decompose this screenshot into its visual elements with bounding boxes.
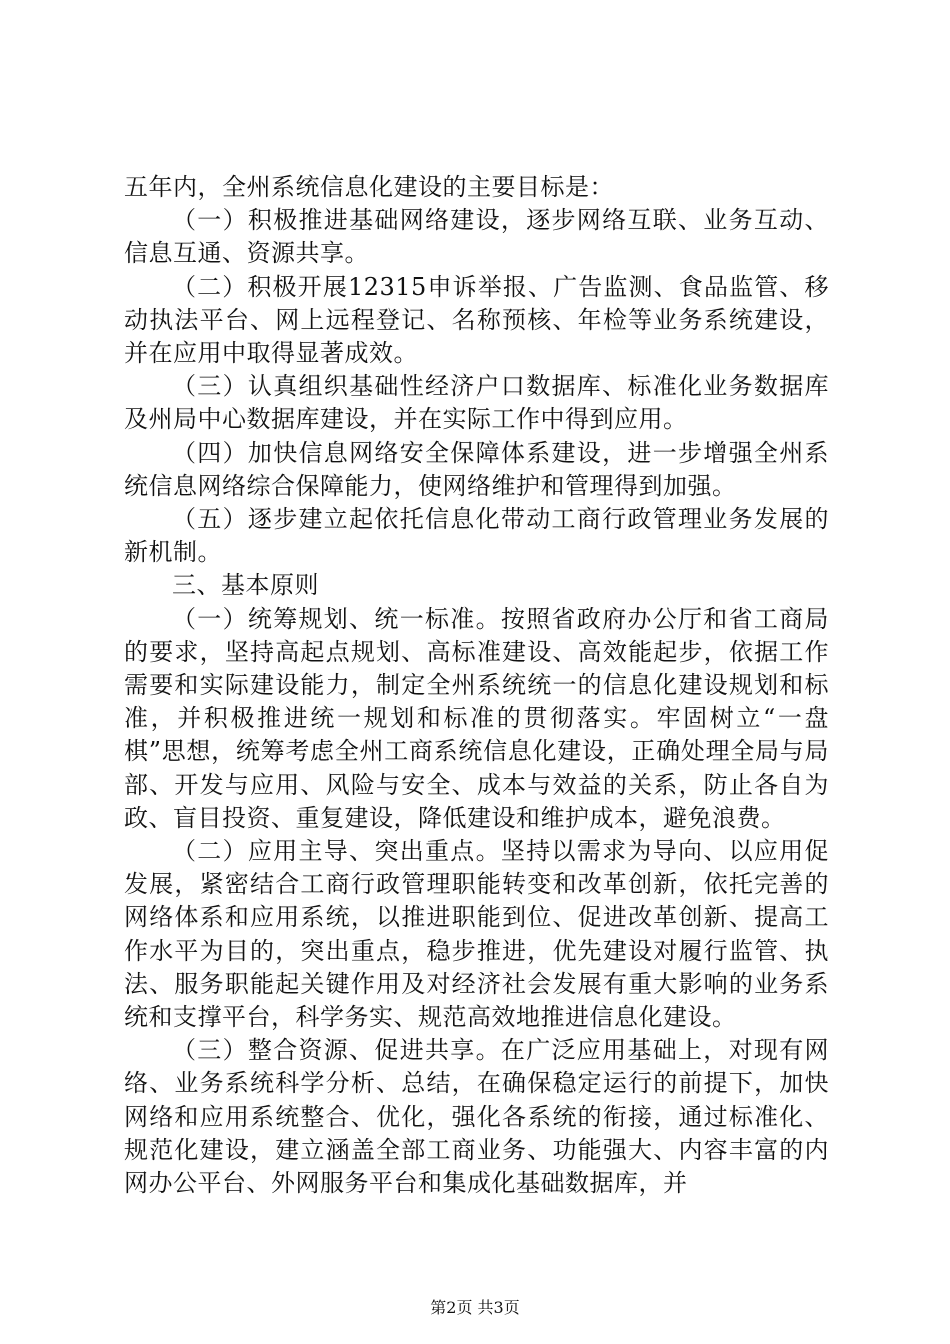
goal-paragraph-4: （四）加快信息网络安全保障体系建设，进一步增强全州系统信息网络综合保障能力，使网络维护和管理得到加强。 (124, 438, 829, 500)
goal-paragraph-3: （三）认真组织基础性经济户口数据库、标准化业务数据库及州局中心数据库建设，并在实际工作中得到应用。 (124, 372, 829, 434)
section-heading: 三、基本原则 (172, 571, 319, 600)
principle-paragraph-2: （二）应用主导、突出重点。坚持以需求为导向、以应用促发展，紧密结合工商行政管理职能转变和改革创新，依托完善的网络体系和应用系统，以推进职能到位、促进改革创新、提高工作水平为目的，突出重点，稳步推进，优先建设对履行监管、执法、服务职能起关键作用及对经济社会发展有重大影响的业务系统和支撑平台，科学务实、规范高效地推进信息化建设。 (124, 837, 829, 1032)
principle-paragraph-1: （一）统筹规划、统一标准。按照省政府办公厅和省工商局的要求，坚持高起点规划、高标准建设、高效能起步，依据工作需要和实际建设能力，制定全州系统统一的信息化建设规划和标准，并积极推进统一规划和标准的贯彻落实。牢固树立“一盘棋”思想，统筹考虑全州工商系统信息化建设，正确处理全局与局部、开发与应用、风险与安全、成本与效益的关系，防止各自为政、盲目投资、重复建设，降低建设和维护成本，避免浪费。 (124, 604, 829, 832)
goal-paragraph-1: （一）积极推进基础网络建设，逐步网络互联、业务互动、信息互通、资源共享。 (124, 206, 829, 268)
goal-paragraph-2: （二）积极开展12315申诉举报、广告监测、食品监管、移动执法平台、网上远程登记、名称预核、年检等业务系统建设，并在应用中取得显著成效。 (124, 272, 829, 368)
intro-paragraph: 五年内，全州系统信息化建设的主要目标是： (124, 173, 614, 201)
principle-paragraph-3: （三）整合资源、促进共享。在广泛应用基础上，对现有网络、业务系统科学分析、总结，在确保稳定运行的前提下，加快网络和应用系统整合、优化，强化各系统的衔接，通过标准化、规范化建设，建立涵盖全部工商业务、功能强大、内容丰富的内网办公平台、外网服务平台和集成化基础数据库，并 (124, 1036, 829, 1198)
document-body (124, 171, 829, 1200)
goal-paragraph-5: （五）逐步建立起依托信息化带动工商行政管理业务发展的新机制。 (124, 505, 829, 567)
page-number-footer: 第2页 共3页 (430, 1298, 520, 1317)
